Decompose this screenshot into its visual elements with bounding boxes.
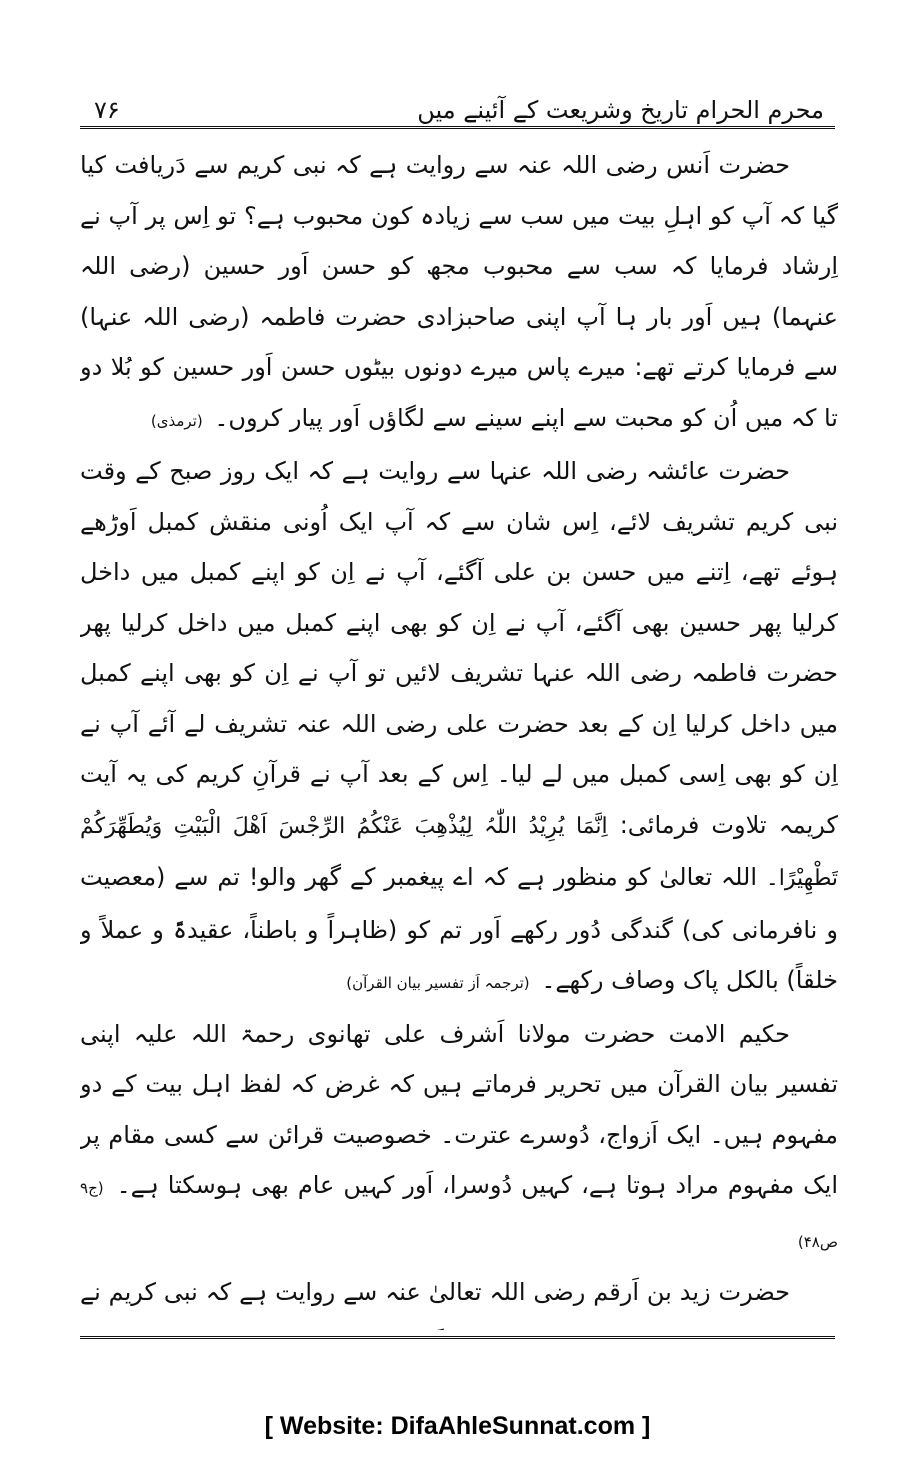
reference-bayan-ul-quran: (ترجمہ اَز تفسیر بیان القرآن) xyxy=(346,974,530,992)
header-rule xyxy=(80,126,835,131)
website-footer: [ Website: DifaAhleSunnat.com ] xyxy=(264,1412,651,1440)
reference-tirmidhi: (ترمذی) xyxy=(150,411,203,430)
page-header xyxy=(94,82,824,124)
paragraph-thanvi-commentary: حکیم الامت حضرت مولانا اَشرف علی تھانوی رحمۃ اللہ علیہ اپنی تفسیر بیان القرآن میں تحریر فرماتے ہیں کہ غرض کہ لفظ اہل بیت کے دو مفہوم ہیں۔ ایک اَزواج، دُوسرے عترت۔ خصوصیت قرائن سے کسی مقام پر ایک مفہوم مراد ہوتا ہے، کہیں دُوسرا، اَور کہیں عام بھی ہوسکتا ہے۔ (ج۹ ص۴۸) xyxy=(80,1019,838,1251)
running-title: محرم الحرام تاریخ وشریعت کے آئینے میں xyxy=(417,96,824,124)
body-text xyxy=(80,140,838,1330)
paragraph-zaid-narration: حضرت زید بن اَرقم رضی اللہ تعالیٰ عنہ سے روایت ہے کہ نبی کریم نے xyxy=(80,1278,790,1306)
page-number: ۷۶ xyxy=(94,96,120,124)
reference-volume-page: (ج۹ ص۴۸) xyxy=(80,1179,838,1251)
paragraph-aisha-narration: حضرت عائشہ رضی اللہ عنہا سے روایت ہے کہ ایک روز صبح کے وقت نبی کریم تشریف لائے، اِس شان سے کہ آپ ایک اُونی منقش کمبل اَوڑھے ہوئے تھے، اِتنے میں حسن بن علی آگئے، آپ نے اِن کو اپنے کمبل میں داخل کرلیا پھر حسین بھی آگئے، آپ نے اِن کو بھی اپنے کمبل میں داخل کرلیا پھر حضرت فاطمہ رضی اللہ عنہا تشریف لائیں تو آپ نے اِن کو بھی اپنے کمبل میں داخل کرلیا اِن کے بعد حضرت علی رضی اللہ عنہ تشریف لے آئے آپ نے اِن کو بھی اِسی کمبل میں لے لیا۔ اِس کے بعد آپ نے قرآنِ کریم کی یہ آیت کریمہ تلاوت فرمائی: اِنَّمَا یُرِیْدُ اللّٰہُ لِیُذْھِبَ عَنْکُمُ الرِّجْسَ اَھْلَ الْبَیْتِ وَیُطَھِّرَکُمْ تَطْھِیْرًا۔ اللہ تعالیٰ کو منظور ہے کہ اے پیغمبر کے گھر والو! تم سے (معصیت و نافرمانی کی) گندگی دُور رکھے اَور تم کو (ظاہراً و باطناً، عقیدۃً و عملاً و خلقاً) بالکل پاک وصاف رکھے۔ (ترجمہ اَز تفسیر بیان القرآن) xyxy=(80,457,838,994)
footer-rule xyxy=(80,1336,835,1341)
paragraph-anas-narration: حضرت اَنس رضی اللہ عنہ سے روایت ہے کہ نبی کریم سے دَریافت کیا گیا کہ آپ کو اہلِ بیت میں سب سے زیادہ کون محبوب ہے؟ تو اِس پر آپ نے اِرشاد فرمایا کہ سب سے محبوب مجھ کو حسن اَور حسین (رضی اللہ عنہما) ہیں اَور بار ہا آپ اپنی صاحبزادی حضرت فاطمہ (رضی اللہ عنہا) سے فرمایا کرتے تھے: میرے پاس میرے دونوں بیٹوں حسن اَور حسین کو بُلا دو تا کہ میں اُن کو محبت سے اپنے سینے سے لگاؤں اَور پیار کروں۔ (ترمذی) xyxy=(80,151,838,432)
quran-verse: اِنَّمَا یُرِیْدُ اللّٰہُ لِیُذْھِبَ عَنْکُمُ الرِّجْسَ اَھْلَ الْبَیْتِ وَیُطَھِّرَکُمْ تَطْھِیْرًا۔ xyxy=(80,813,838,891)
